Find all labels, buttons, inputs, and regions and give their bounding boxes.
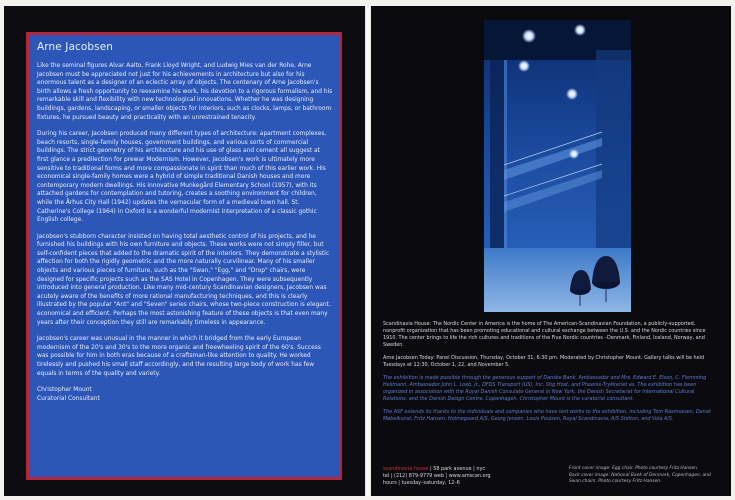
events-paragraph: Arne Jacobsen Today: Panel Discussion, Thursday, October 31, 6:30 pm. Moderated by Christopher Mount. Gallery talks will be held Tuesdays at 12:30, October 1, 22, and November 5.	[383, 355, 705, 368]
essay-paragraph: Like the seminal figures Alvar Aalto, Frank Lloyd Wright, and Ludwig Mies van der Rohe, Arne Jacobsen must be appreciated not just for his achievements in architecture but also for his enormous talent as a designer of an eclectic array of objects. The centenary of Arne Jacobsen's birth allows a fresh opportunity to reexamine his work, his devotion to a rigorous formalism, and his remarkable skill and flexibility with new technological innovations. Whether he was designing buildings, gardens, landscaping, or smaller objects for interiors, such as clocks, lamps, or bathroom fixtures, he pursued beauty and practicality with an unrestrained tenacity.	[37, 63, 333, 121]
essay-paragraph: Jacobsen's career was unusual in the manner in which it bridged from the early European modernism of the 20's and 30's to the more organic and freewheeling spirit of the 60's. Success was possible for him in both eras because of a craftsman-like attention to quality. He worked tirelessly and pushed his small staff accordingly, and the resulting large body of work has few equals in terms of the quality and variety.	[37, 336, 321, 377]
left-page	[4, 6, 365, 496]
back-cover-credit: Back cover image: National Bank of Denmark, Copenhagen, and Swan chairs. Photo courtesy Fritz Hansen.	[569, 472, 711, 484]
address-block	[383, 466, 561, 487]
about-paragraph: Scandinavia House: The Nordic Center in America is the home of The American-Scandinavian Foundation, a publicly-supported, nonprofit organization that has been promoting educational and cultural exchange between the U.S. and the Nordic countries since 1910. The center brings to life the rich cultures and traditions of the Five Nordic countries –Denmark, Finland, Iceland, Norway, and Sweden.	[383, 321, 706, 348]
essay-title: Arne Jacobsen	[37, 41, 114, 53]
address-line-1	[383, 466, 561, 473]
right-page	[371, 6, 731, 496]
footer	[383, 466, 719, 490]
contact-line: tel | (212) 879-9779 web | www.amscan.org	[383, 473, 491, 479]
essay-paragraph: Jacobsen's stubborn character insisted on having total aesthetic control of his projects, and he furnished his buildings with his own furniture and objects. These works were not simply filler, but self-confident pieces that added to the dramatic spirit of the interiors. They demonstrate a stylistic affection for both the rigidly geometric and the more naturally curvilinear. Many of his smaller objects and various pieces of furniture, such as the "Swan," "Egg," and "Drop" chairs, were designed for specific projects such as the SAS Hotel in Copenhagen. They were subsequently introduced into general production. Like many mid-century Scandinavian designers, Jacobsen was acutely aware of the benefits of more rational manufacturing techniques, and this is clearly illustrated by the popular "Ant" and "Seven" series chairs, whose two-piece construction is elegant, economical and efficient. Perhaps the most astonishing feature of these objects is that even many years after their conception they still are remarkably timeless in appearance.	[37, 233, 331, 326]
essay-panel	[26, 32, 342, 480]
street-address: | 58 park avenue | nyc	[428, 466, 486, 472]
front-cover-credit: Front cover image: Egg chair. Photo courtesy Fritz Hansen.	[569, 466, 699, 471]
signature-role: Curatorial Consultant	[37, 395, 100, 402]
brand-name: scandinavia house	[383, 466, 429, 472]
interior-photo-graphic	[484, 20, 631, 312]
interior-photo	[484, 20, 631, 312]
thanks-paragraph: The ASF extends its thanks to the individuals and companies who have lent works to the exhibition, including Tom Rasmussen, Dansk Møbelkunst, Fritz Hansen, Holmegaard A/S, Georg Jensen, Louis Poulsen, Royal Scandinavia, A/S Stelton, and Vola A/S.	[383, 409, 712, 422]
signature-name: Christopher Mount	[37, 387, 92, 394]
essay-paragraph: During his career, Jacobsen produced many different types of architecture: apartment complexes, beach resorts, single-family houses, government buildings, and various sorts of commercial buildings. The strict geometry of his architecture and his use of glass and cement all suggest at first glance a predilection for prewar Modernism. However, Jacobsen's work is ultimately more sensitive to traditional forms and more compassionate in spirit than much of this earlier work. His economical single-family homes were a hybrid of simple traditional Danish houses and more contemporary modern dwellings. His innovative Munkegård Elementary School (1957), with its attached gardens for contemplation and tutoring, creates a soothing environment for children, while the Århus City Hall (1942) updates the vernacular form of a medieval town hall. St. Catherine's College (1964) in Oxford is a wonderful modernist interpretation of a classic gothic English college.	[37, 131, 327, 224]
sponsors-paragraph: The exhibition is made possible through the generous support of Danske Bank, Ambassador and Mrs. Edward E. Elson, C. Flemming Heilmann, Ambassador John L. Loeb, Jr., DFDS Transport (US), Inc. Stig Host, and Phoenix-Trykkeriet as. The exhibition has been organized in association with the Royal Danish Consulate General in New York, the Danish Secretariat for International Cultural Relations, and the Danish Design Centre, Copenhagen. Christopher Mount is the curatorial consultant.	[383, 375, 707, 402]
hours-line: hours | tuesday–saturday, 12–6	[383, 480, 460, 486]
image-credits	[569, 466, 719, 486]
info-text	[383, 321, 719, 429]
essay	[37, 41, 333, 403]
